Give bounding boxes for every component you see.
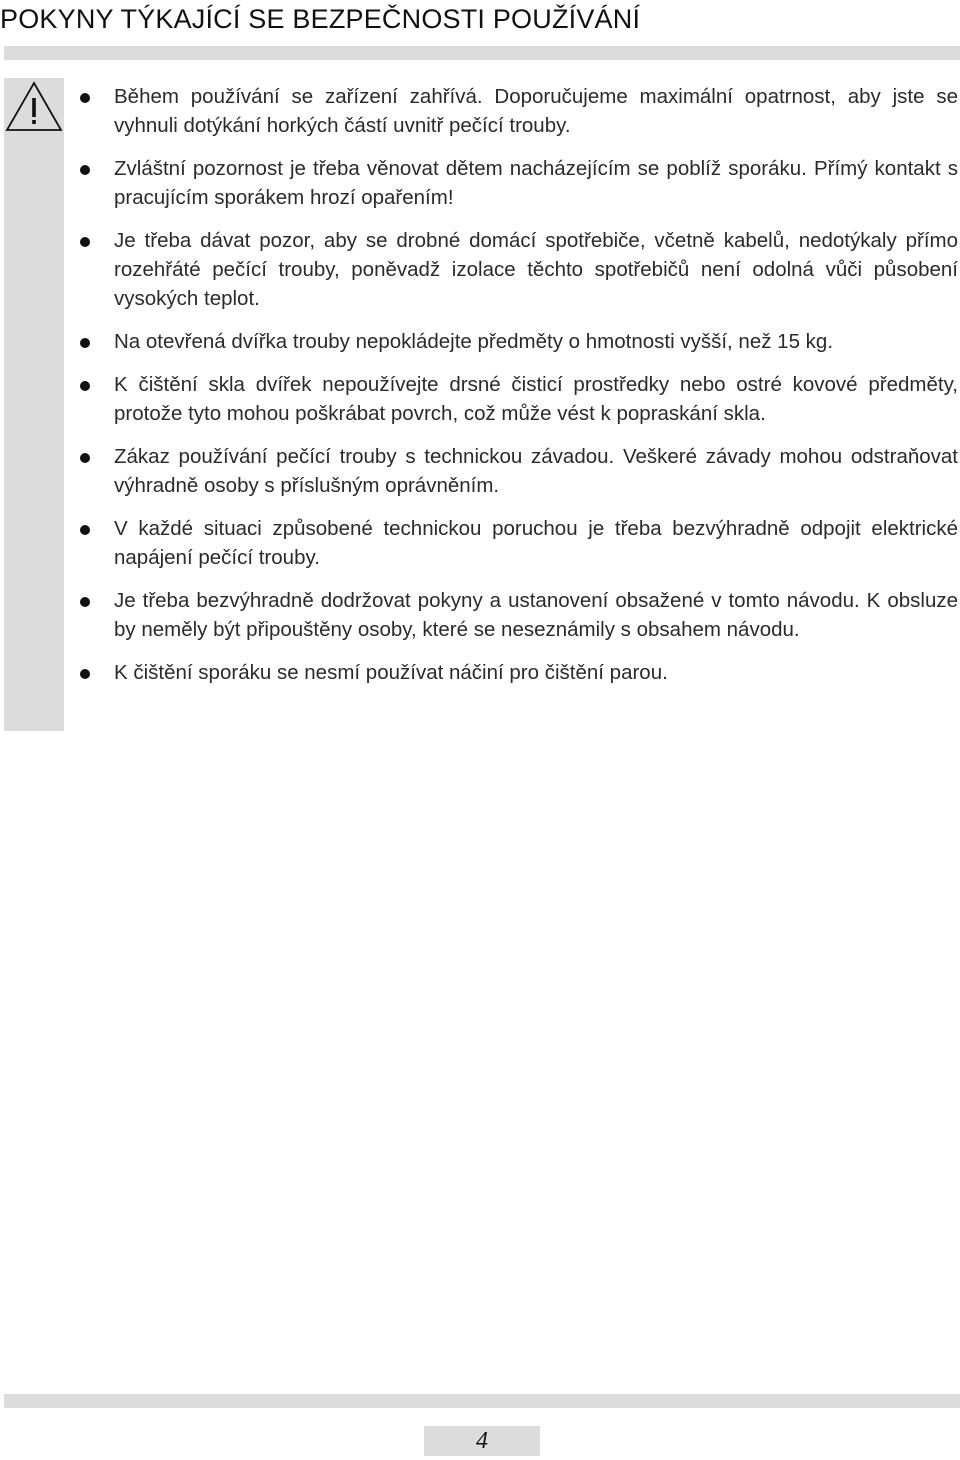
bullet-icon [80,381,90,391]
bullet-icon [80,93,90,103]
list-item-text: Na otevřená dvířka trouby nepokládejte předměty o hmotnosti vyšší, než 15 kg. [114,330,834,353]
list-item-text: Během používání se zařízení zahřívá. Doporučujeme maximální opatrnost, aby jste se vyhnuli dotýkání horkých částí uvnitř pečící trouby. [114,85,958,137]
list-item [70,370,958,428]
safety-instructions-list [70,82,958,687]
title-divider [4,46,960,60]
list-item [70,226,958,313]
warning-sidebar [4,78,64,731]
page-number: 4 [476,1427,488,1454]
list-item [70,658,958,687]
list-item [70,327,958,356]
page-title: POKYNY TÝKAJÍCÍ SE BEZPEČNOSTI POUŽÍVÁNÍ [0,4,641,34]
bullet-icon [80,165,90,175]
warning-triangle-icon [3,78,65,134]
bullet-icon [80,237,90,247]
page-number-box [424,1426,540,1456]
bullet-icon [80,525,90,535]
list-item-text: V každé situaci způsobené technickou poruchou je třeba bezvýhradně odpojit elektrické napájení pečící trouby. [114,517,958,569]
list-item [70,442,958,500]
list-item-text: Je třeba dávat pozor, aby se drobné domácí spotřebiče, včetně kabelů, nedotýkaly přímo rozehřáté pečící trouby, poněvadž izolace těchto spotřebičů není odolná vůči působení vysokých teplot. [114,229,958,310]
bullet-icon [80,669,90,679]
list-item [70,82,958,140]
bullet-icon [80,338,90,348]
list-item [70,514,958,572]
footer-divider [4,1394,960,1408]
list-item [70,586,958,644]
list-item-text: K čištění sporáku se nesmí používat náčiní pro čištění parou. [114,661,668,684]
list-item-text: Je třeba bezvýhradně dodržovat pokyny a ustanovení obsažené v tomto návodu. K obsluze by neměly být připouštěny osoby, které se neseznámily s obsahem návodu. [114,589,958,641]
list-item [70,154,958,212]
list-item-text: K čištění skla dvířek nepoužívejte drsné čisticí prostředky nebo ostré kovové předměty, protože tyto mohou poškrábat povrch, což může vést k popraskání skla. [114,373,958,425]
list-item-text: Zvláštní pozornost je třeba věnovat dětem nacházejícím se poblíž sporáku. Přímý kontakt s pracujícím sporákem hrozí opařením! [114,157,958,209]
bullet-icon [80,597,90,607]
bullet-icon [80,453,90,463]
list-item-text: Zákaz používání pečící trouby s technickou závadou. Veškeré závady mohou odstraňovat výhradně osoby s příslušným oprávněním. [114,445,958,497]
